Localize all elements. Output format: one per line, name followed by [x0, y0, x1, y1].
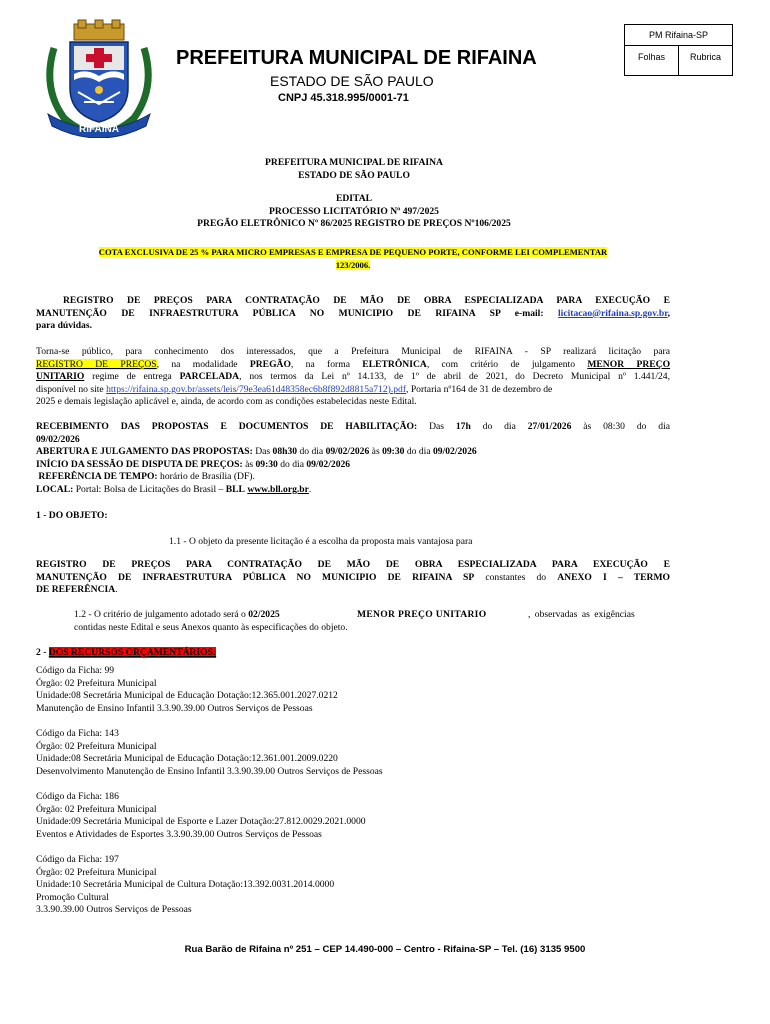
section-1-title: 1 - DO OBJETO:: [36, 510, 108, 521]
torna-text: , na forma: [290, 358, 363, 370]
datas-text: do dia: [470, 421, 528, 432]
datas-text: às: [242, 458, 256, 470]
datas-text: horário de Brasília (DF).: [157, 471, 255, 483]
ficha-line: Órgão: 02 Prefeitura Municipal: [36, 677, 157, 689]
torna-text: regime de entrega: [84, 371, 180, 383]
ficha-line: Unidade:10 Secretária Municipal de Cultura Dotação:13.392.0031.2014.0000: [36, 879, 335, 891]
torna-parcelada: PARCELADA: [179, 371, 240, 383]
intro-line-4: PROCESSO LICITATÓRIO Nº 497/2025: [269, 205, 439, 217]
torna-line-1: Torna-se público, para conhecimento dos interessados, que a Prefeitura Municipal de RIFAINA - SP realizará licitação para: [36, 346, 670, 357]
datas-block: [36, 421, 670, 497]
datas-text: às 08:30 do dia: [571, 421, 670, 432]
item-1-2-number: 02/2025: [248, 609, 280, 620]
torna-eletronica: ELETRÔNICA: [362, 358, 427, 370]
ficha-line: Código da Ficha: 143: [36, 727, 119, 739]
datas-text: do dia: [297, 446, 326, 458]
datas-value: 08h30: [272, 446, 298, 458]
item-1-2-text: 1.2 - O critério de julgamento adotado será o: [74, 609, 249, 620]
cota-line-1: COTA EXCLUSIVA DE 25 % PARA MICRO EMPRESAS E EMPRESA DE PEQUENO PORTE, CONFORME LEI COMPLEMENTAR: [98, 247, 608, 257]
ficha-line: Unidade:08 Secretária Municipal de Educação Dotação:12.361.001.2009.0220: [36, 753, 338, 765]
ficha-block: [36, 854, 670, 917]
torna-text: , nos termos da Lei nº 14.133, de 1º de abril de 2021, do Decreto Municipal nº 1.441/24,: [239, 371, 670, 383]
torna-text: , Portaria nº164 de 31 de dezembro de: [406, 383, 553, 395]
datas-value: 09:30: [255, 458, 278, 470]
section-2-highlight: DOS RECURSOS ORÇAMENTÁRIOS:: [48, 647, 217, 658]
datas-text: .: [308, 483, 312, 495]
intro-line-2: ESTADO DE SÃO PAULO: [298, 169, 410, 181]
datas-value: 27/01/2026: [527, 421, 572, 432]
decreto-link[interactable]: https://rifaina.sp.gov.br/assets/leis/79e3ea61d48358ec6b8f892d8815a712).pdf: [106, 383, 407, 395]
datas-text: Das: [252, 446, 273, 458]
item-1-2: [74, 609, 670, 634]
intro-block: [0, 157, 708, 231]
bll-link[interactable]: www.bll.org.br: [247, 483, 309, 495]
section-2-title: [36, 647, 216, 660]
header-state: ESTADO DE SÃO PAULO: [270, 73, 434, 89]
intro-line-1: PREFEITURA MUNICIPAL DE RIFAINA: [265, 157, 443, 168]
disputa-label: INÍCIO DA SESSÃO DE DISPUTA DE PREÇOS:: [36, 458, 243, 470]
objeto-text: constantes do: [474, 571, 558, 583]
intro-line-3: EDITAL: [335, 193, 373, 205]
objeto-line-1: REGISTRO DE PREÇOS PARA CONTRATAÇÃO DE MÃO DE OBRA ESPECIALIZADA PARA EXECUÇÃO E: [36, 559, 670, 570]
ficha-line: Órgão: 02 Prefeitura Municipal: [36, 803, 157, 815]
item-1-2-criterio: MENOR PREÇO UNITARIO: [357, 609, 487, 620]
registro-precos-highlight: REGISTRO DE PREÇOS: [36, 358, 157, 370]
ficha-line: Unidade:08 Secretária Municipal de Educação Dotação:12.365.001.2027.0212: [36, 690, 338, 702]
ficha-line: Eventos e Atividades de Esportes 3.3.90.39.00 Outros Serviços de Pessoas: [36, 828, 322, 840]
torna-menor-preco: MENOR PREÇO: [587, 358, 671, 370]
page-footer: Rua Barão de Rifaina nº 251 – CEP 14.490-000 – Centro - Rifaina-SP – Tel. (16) 3135 9500: [184, 944, 586, 955]
torna-paragraph: [36, 346, 670, 409]
datas-value: 09/02/2026: [306, 458, 351, 470]
datas-text: às: [369, 446, 383, 458]
objeto-description: [36, 559, 670, 597]
datas-text: do dia: [404, 446, 433, 458]
section-2-number: 2 -: [36, 647, 49, 658]
cota-line-2: 123/2006.: [335, 260, 371, 270]
objeto-intro: [36, 295, 670, 333]
objeto-text: .: [115, 584, 118, 596]
ficha-line: Código da Ficha: 99: [36, 665, 115, 676]
stamp-rubrica: Rubrica: [689, 52, 721, 62]
torna-text: , com critério de julgamento: [426, 358, 588, 370]
objeto-intro-line-2: MANUTENÇÃO DE INFRAESTRUTURA PÚBLICA NO MUNICIPIO DE RIFAINA SP e-mail:: [36, 307, 559, 319]
email-link[interactable]: licitacao@rifaina.sp.gov.br: [558, 307, 668, 319]
datas-value: 09:30: [382, 446, 405, 458]
torna-pregao: PREGÃO: [249, 358, 291, 370]
item-1-2-line-2: contidas neste Edital e seus Anexos quanto às especificações do objeto.: [74, 621, 348, 633]
ficha-line: Código da Ficha: 197: [36, 853, 119, 865]
referencia-label: REFERÊNCIA DE TEMPO:: [38, 471, 158, 483]
datas-text: Portal: Bolsa de Licitações do Brasil –: [73, 483, 226, 495]
torna-line-5: 2025 e demais legislação aplicável e, ainda, de acordo com as condições estabelecidas neste Edital.: [36, 396, 417, 408]
datas-value: 09/02/2026: [432, 446, 477, 458]
item-1-1: 1.1 - O objeto da presente licitação é a escolha da proposta mais vantajosa para: [169, 536, 473, 547]
ficha-line: Código da Ficha: 186: [36, 790, 119, 802]
recebimento-label: RECEBIMENTO DAS PROPOSTAS E DOCUMENTOS DE HABILITAÇÃO:: [36, 421, 418, 432]
torna-unitario: UNITARIO: [36, 371, 85, 383]
ficha-block: [36, 665, 670, 715]
torna-text: disponível no site: [36, 383, 107, 395]
datas-value: 09/02/2026: [325, 446, 370, 458]
ficha-line: Unidade:09 Secretária Municipal de Esporte e Lazer Dotação:27.812.0029.2021.0000: [36, 816, 366, 828]
recebimento-end-date: 09/02/2026: [36, 433, 80, 445]
ficha-line: Promoção Cultural: [36, 891, 109, 903]
header-title: PREFEITURA MUNICIPAL DE RIFAINA: [176, 47, 537, 69]
intro-line-5: PREGÃO ELETRÔNICO Nº 86/2025 REGISTRO DE PREÇOS Nº106/2025: [197, 218, 511, 230]
abertura-label: ABERTURA E JULGAMENTO DAS PROPOSTAS:: [36, 446, 253, 458]
item-1-2-text: , observadas as exigências: [528, 609, 635, 620]
ficha-line: Manutenção de Ensino Infantil 3.3.90.39.00 Outros Serviços de Pessoas: [36, 702, 313, 714]
objeto-intro-line-1: REGISTRO DE PREÇOS PARA CONTRATAÇÃO DE MÃO DE OBRA ESPECIALIZADA PARA EXECUÇÃO E: [62, 295, 670, 306]
folhas-rubrica-stamp: [624, 24, 733, 76]
anexo-ref: ANEXO I – TERMO: [557, 571, 670, 583]
coat-of-arms-logo: [34, 18, 164, 138]
ficha-line: Órgão: 02 Prefeitura Municipal: [36, 740, 157, 752]
ficha-line: 3.3.90.39.00 Outros Serviços de Pessoas: [36, 904, 192, 916]
datas-value: 17h: [455, 421, 471, 432]
datas-value: BLL: [225, 483, 245, 495]
datas-text: Das: [417, 421, 456, 432]
objeto-intro-line-3: para dúvidas.: [36, 320, 92, 332]
objeto-intro-comma: ,: [667, 307, 670, 319]
ficha-block: [36, 728, 670, 778]
stamp-title: PM Rifaina-SP: [625, 25, 732, 46]
fichas-list: [36, 665, 670, 917]
stamp-folhas: Folhas: [625, 46, 679, 75]
logo-ribbon-text: RIFAINA: [79, 124, 119, 135]
ficha-line: Desenvolvimento Manutenção de Ensino Infantil 3.3.90.39.00 Outros Serviços de Pessoas: [36, 765, 383, 777]
objeto-line-2: MANUTENÇÃO DE INFRAESTRUTURA PÚBLICA NO MUNICIPIO DE RIFAINA SP: [36, 571, 475, 583]
torna-text: , na modalidade: [156, 358, 250, 370]
ficha-line: Órgão: 02 Prefeitura Municipal: [36, 866, 157, 878]
ficha-block: [36, 791, 670, 841]
objeto-line-3: DE REFERÊNCIA: [36, 584, 116, 596]
datas-text: do dia: [277, 458, 307, 470]
header-cnpj: CNPJ 45.318.995/0001-71: [278, 92, 409, 104]
cota-block: [36, 246, 670, 272]
local-label: LOCAL:: [36, 483, 74, 495]
